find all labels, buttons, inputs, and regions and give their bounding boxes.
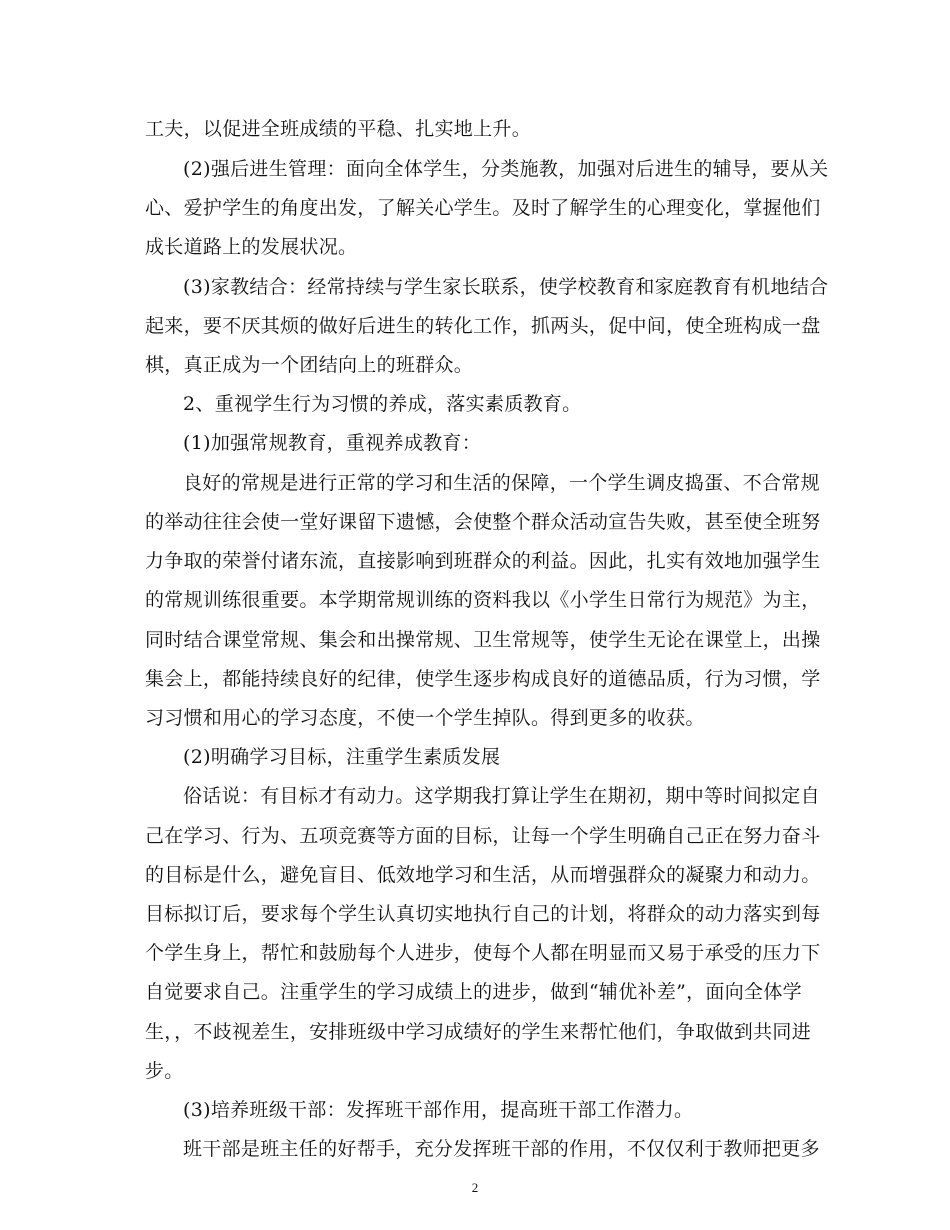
text-line: 同时结合课堂常规、集会和出操常规、卫生常规等，使学生无论在课堂上，出操 [145, 629, 821, 651]
text-line: 自觉要求自己。注重学生的学习成绩上的进步，做到“辅优补差”，面向全体学 [145, 981, 802, 1003]
text-line: 俗话说：有目标才有动力。这学期我打算让学生在期初，期中等时间拟定自 [183, 785, 820, 807]
text-line: 的举动往往会使一堂好课留下遗憾，会使整个群众活动宣告失败，甚至使全班努 [145, 511, 821, 533]
text-line: 的常规训练很重要。本学期常规训练的资料我以《小学生日常行为规范》为主， [145, 589, 821, 611]
subsection-heading: (2)明确学习目标，注重学生素质发展 [183, 746, 501, 768]
text-line: 起来，要不厌其烦的做好后进生的转化工作，抓两头，促中间，使全班构成一盘 [145, 315, 821, 337]
text-line: 心、爱护学生的角度出发，了解关心学生。及时了解学生的心理变化，掌握他们 [145, 197, 821, 219]
text-line: 成长道路上的发展状况。 [145, 236, 358, 258]
subsection-heading: (1)加强常规教育，重视养成教育： [183, 432, 482, 454]
text-line: 良好的常规是进行正常的学习和生活的保障，一个学生调皮捣蛋、不合常规 [183, 472, 820, 494]
subsection-heading: (3)培养班级干部：发挥班干部作用，提高班干部工作潜力。 [183, 1099, 694, 1121]
text-line: 班干部是班主任的好帮手，充分发挥班干部的作用，不仅仅利于教师把更多 [183, 1138, 820, 1160]
text-line: 的目标是什么，避免盲目、低效地学习和生活，从而增强群众的凝聚力和动力。 [145, 864, 821, 886]
text-line: 步。 [145, 1060, 184, 1082]
text-line: 工夫，以促进全班成绩的平稳、扎实地上升。 [145, 118, 532, 140]
text-line: 习习惯和用心的学习态度，不使一个学生掉队。得到更多的收获。 [145, 707, 705, 729]
section-heading: 2、重视学生行为习惯的养成，落实素质教育。 [183, 393, 582, 415]
text-line: (2)强后进生管理：面向全体学生，分类施教，加强对后进生的辅导，要从关 [183, 158, 829, 180]
text-line: 集会上，都能持续良好的纪律，使学生逐步构成良好的道德品质，行为习惯，学 [145, 668, 821, 690]
text-line: 己在学习、行为、五项竞赛等方面的目标，让每一个学生明确自己正在努力奋斗 [145, 825, 821, 847]
text-line: (3)家教结合：经常持续与学生家长联系，使学校教育和家庭教育有机地结合 [183, 276, 829, 298]
text-line: 目标拟订后，要求每个学生认真切实地执行自己的计划，将群众的动力落实到每 [145, 903, 821, 925]
text-line: 棋，真正成为一个团结向上的班群众。 [145, 354, 474, 376]
page-number: 2 [471, 1180, 479, 1195]
text-line: 生，，不歧视差生，安排班级中学习成绩好的学生来帮忙他们，争取做到共同进 [145, 1021, 812, 1043]
text-line: 个学生身上，帮忙和鼓励每个人进步，使每个人都在明显而又易于承受的压力下 [145, 942, 821, 964]
text-line: 力争取的荣誉付诸东流，直接影响到班群众的利益。因此，扎实有效地加强学生 [145, 550, 821, 572]
